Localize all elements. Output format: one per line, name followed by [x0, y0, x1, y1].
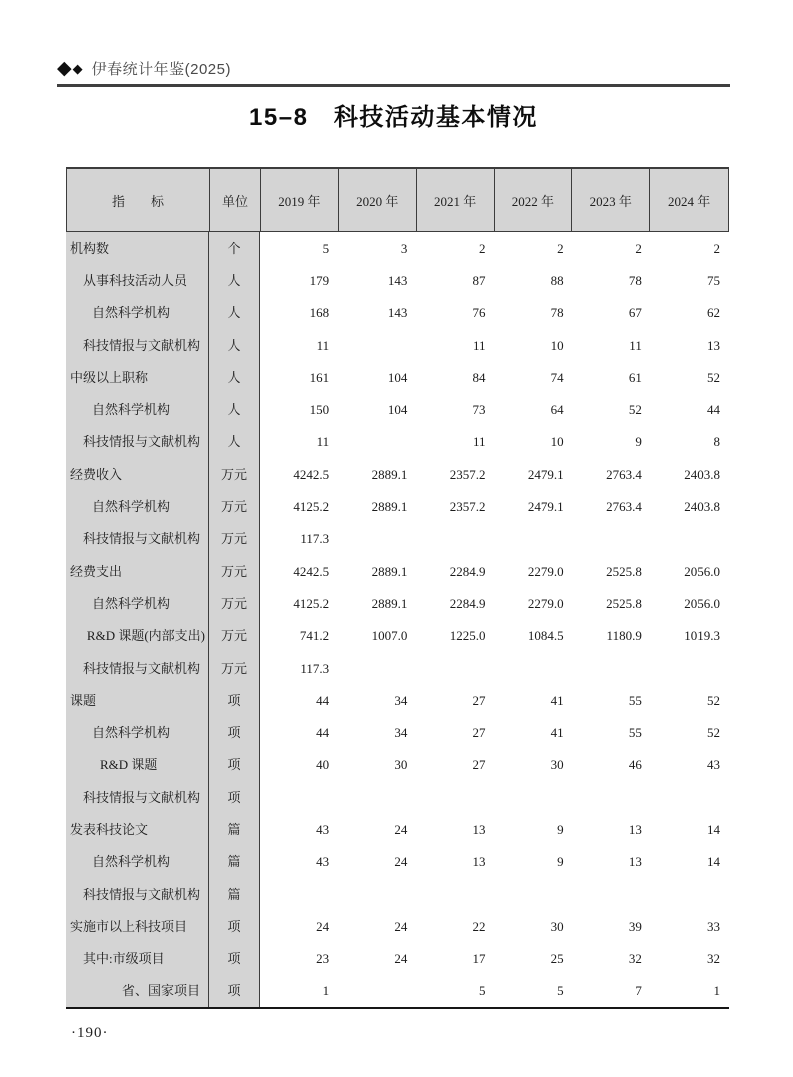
value-cell: 2525.8	[573, 587, 651, 619]
value-cell: 2525.8	[573, 555, 651, 587]
value-cell: 2	[651, 232, 729, 264]
unit-cell: 项	[209, 716, 260, 748]
indicator-cell: 经费收入	[66, 458, 209, 490]
value-cell: 75	[651, 264, 729, 296]
unit-cell: 项	[209, 749, 260, 781]
value-cell: 52	[651, 716, 729, 748]
column-header-2021: 2021 年	[417, 169, 495, 231]
table-row	[66, 458, 729, 490]
value-cell: 9	[494, 813, 572, 845]
indicator-cell: R&D 课题(内部支出)	[66, 620, 209, 652]
unit-cell: 万元	[209, 620, 260, 652]
value-cell: 30	[494, 749, 572, 781]
value-cell: 117.3	[260, 652, 338, 684]
value-cell: 143	[338, 297, 416, 329]
value-cell	[573, 878, 651, 910]
value-cell	[338, 878, 416, 910]
indicator-cell: 自然科学机构	[66, 393, 209, 425]
value-cell: 44	[651, 393, 729, 425]
indicator-cell: 经费支出	[66, 555, 209, 587]
value-cell: 34	[338, 716, 416, 748]
value-cell: 39	[573, 910, 651, 942]
value-cell: 2763.4	[573, 458, 651, 490]
unit-cell: 项	[209, 910, 260, 942]
value-cell: 5	[494, 975, 572, 1007]
unit-cell: 项	[209, 943, 260, 975]
table-row	[66, 361, 729, 393]
header-rule	[57, 84, 730, 87]
table-row	[66, 329, 729, 361]
table-row	[66, 878, 729, 910]
value-cell: 55	[573, 684, 651, 716]
value-cell: 87	[416, 264, 494, 296]
table-row	[66, 652, 729, 684]
unit-cell: 人	[209, 297, 260, 329]
value-cell: 4242.5	[260, 555, 338, 587]
unit-cell: 万元	[209, 523, 260, 555]
value-cell: 2403.8	[651, 458, 729, 490]
unit-cell: 人	[209, 329, 260, 361]
table-row	[66, 781, 729, 813]
table-row	[66, 716, 729, 748]
value-cell: 117.3	[260, 523, 338, 555]
value-cell	[416, 523, 494, 555]
value-cell	[338, 975, 416, 1007]
table-row	[66, 393, 729, 425]
indicator-cell: 自然科学机构	[66, 297, 209, 329]
value-cell: 24	[338, 846, 416, 878]
value-cell: 61	[573, 361, 651, 393]
table-row	[66, 813, 729, 845]
indicator-cell: 省、国家项目	[66, 975, 209, 1007]
unit-cell: 个	[209, 232, 260, 264]
value-cell	[338, 652, 416, 684]
table-row	[66, 426, 729, 458]
table-row	[66, 684, 729, 716]
value-cell: 7	[573, 975, 651, 1007]
value-cell: 41	[494, 716, 572, 748]
value-cell: 43	[260, 813, 338, 845]
unit-cell: 人	[209, 393, 260, 425]
indicator-cell: 自然科学机构	[66, 716, 209, 748]
value-cell: 78	[573, 264, 651, 296]
value-cell: 14	[651, 813, 729, 845]
value-cell: 2889.1	[338, 555, 416, 587]
value-cell: 52	[651, 361, 729, 393]
value-cell: 2056.0	[651, 587, 729, 619]
value-cell: 23	[260, 943, 338, 975]
unit-cell: 篇	[209, 846, 260, 878]
indicator-cell: 自然科学机构	[66, 490, 209, 522]
value-cell: 161	[260, 361, 338, 393]
value-cell: 88	[494, 264, 572, 296]
value-cell: 13	[573, 813, 651, 845]
value-cell	[494, 878, 572, 910]
value-cell: 9	[573, 426, 651, 458]
value-cell: 8	[651, 426, 729, 458]
page-number: ·190·	[71, 1025, 109, 1041]
value-cell: 27	[416, 716, 494, 748]
value-cell: 2403.8	[651, 490, 729, 522]
value-cell: 4125.2	[260, 587, 338, 619]
value-cell: 64	[494, 393, 572, 425]
unit-cell: 项	[209, 781, 260, 813]
value-cell: 13	[573, 846, 651, 878]
value-cell: 52	[651, 684, 729, 716]
value-cell	[651, 523, 729, 555]
unit-cell: 万元	[209, 587, 260, 619]
yearbook-title-text: 伊春统计年鉴(2025)	[91, 61, 231, 78]
unit-cell: 万元	[209, 490, 260, 522]
value-cell: 2279.0	[494, 587, 572, 619]
value-cell: 44	[260, 684, 338, 716]
value-cell	[651, 781, 729, 813]
indicator-cell: 科技情报与文献机构	[66, 652, 209, 684]
value-cell: 1084.5	[494, 620, 572, 652]
value-cell: 40	[260, 749, 338, 781]
indicator-cell: 科技情报与文献机构	[66, 426, 209, 458]
value-cell: 2279.0	[494, 555, 572, 587]
value-cell: 43	[651, 749, 729, 781]
table-row	[66, 846, 729, 878]
value-cell	[416, 652, 494, 684]
column-header-2024: 2024 年	[667, 193, 711, 209]
value-cell: 4125.2	[260, 490, 338, 522]
indicator-cell: 自然科学机构	[66, 587, 209, 619]
indicator-cell: 中级以上职称	[66, 361, 209, 393]
value-cell: 2	[573, 232, 651, 264]
value-cell	[573, 781, 651, 813]
diamond-small-icon: ◆	[72, 61, 83, 76]
indicator-cell: 其中:市级项目	[66, 943, 209, 975]
value-cell: 13	[416, 813, 494, 845]
value-cell: 1007.0	[338, 620, 416, 652]
value-cell	[494, 781, 572, 813]
value-cell	[573, 652, 651, 684]
value-cell: 78	[494, 297, 572, 329]
value-cell: 33	[651, 910, 729, 942]
value-cell: 62	[651, 297, 729, 329]
indicator-cell: 科技情报与文献机构	[66, 878, 209, 910]
unit-cell: 人	[209, 361, 260, 393]
indicator-cell: 发表科技论文	[66, 813, 209, 845]
value-cell: 10	[494, 329, 572, 361]
diamond-large-icon: ◆	[57, 58, 72, 79]
value-cell: 67	[573, 297, 651, 329]
value-cell: 2763.4	[573, 490, 651, 522]
value-cell: 5	[416, 975, 494, 1007]
unit-cell: 项	[209, 684, 260, 716]
value-cell: 13	[651, 329, 729, 361]
indicator-cell: 从事科技活动人员	[66, 264, 209, 296]
unit-cell: 万元	[209, 652, 260, 684]
value-cell	[416, 781, 494, 813]
value-cell: 43	[260, 846, 338, 878]
table-row	[66, 264, 729, 296]
unit-cell: 人	[209, 426, 260, 458]
value-cell: 11	[416, 329, 494, 361]
value-cell: 2056.0	[651, 555, 729, 587]
table-row	[66, 523, 729, 555]
indicator-cell: 实施市以上科技项目	[66, 910, 209, 942]
table-header-row	[66, 167, 729, 232]
value-cell	[416, 878, 494, 910]
value-cell: 104	[338, 361, 416, 393]
value-cell: 24	[338, 813, 416, 845]
value-cell: 3	[338, 232, 416, 264]
value-cell: 52	[573, 393, 651, 425]
value-cell	[494, 523, 572, 555]
value-cell: 2357.2	[416, 458, 494, 490]
value-cell: 24	[338, 910, 416, 942]
value-cell: 150	[260, 393, 338, 425]
column-header-2023: 2023 年	[572, 169, 650, 231]
value-cell	[338, 523, 416, 555]
table-row	[66, 490, 729, 522]
value-cell: 34	[338, 684, 416, 716]
value-cell: 24	[260, 910, 338, 942]
value-cell: 55	[573, 716, 651, 748]
value-cell: 84	[416, 361, 494, 393]
value-cell: 32	[573, 943, 651, 975]
value-cell: 9	[494, 846, 572, 878]
value-cell: 104	[338, 393, 416, 425]
value-cell	[338, 329, 416, 361]
column-header-2020: 2020 年	[339, 169, 417, 231]
value-cell: 74	[494, 361, 572, 393]
value-cell: 46	[573, 749, 651, 781]
value-cell: 2	[494, 232, 572, 264]
value-cell: 44	[260, 716, 338, 748]
table-row	[66, 587, 729, 619]
value-cell: 27	[416, 749, 494, 781]
value-cell: 4242.5	[260, 458, 338, 490]
indicator-cell: 课题	[66, 684, 209, 716]
indicator-cell: 科技情报与文献机构	[66, 329, 209, 361]
value-cell: 73	[416, 393, 494, 425]
value-cell: 1225.0	[416, 620, 494, 652]
value-cell	[651, 652, 729, 684]
value-cell: 22	[416, 910, 494, 942]
value-cell: 1	[260, 975, 338, 1007]
indicator-cell: R&D 课题	[66, 749, 209, 781]
value-cell	[494, 652, 572, 684]
value-cell: 741.2	[260, 620, 338, 652]
value-cell: 2889.1	[338, 587, 416, 619]
value-cell: 2	[416, 232, 494, 264]
table-row	[66, 297, 729, 329]
column-header-unit: 单位	[210, 169, 261, 231]
unit-cell: 篇	[209, 813, 260, 845]
table-row	[66, 555, 729, 587]
value-cell	[338, 781, 416, 813]
statistics-table	[66, 167, 729, 1009]
unit-cell: 人	[209, 264, 260, 296]
indicator-cell: 科技情报与文献机构	[66, 781, 209, 813]
table-row	[66, 749, 729, 781]
value-cell	[573, 523, 651, 555]
value-cell: 41	[494, 684, 572, 716]
value-cell: 1019.3	[651, 620, 729, 652]
value-cell: 1180.9	[573, 620, 651, 652]
value-cell: 1	[651, 975, 729, 1007]
indicator-cell: 科技情报与文献机构	[66, 523, 209, 555]
value-cell: 32	[651, 943, 729, 975]
value-cell: 143	[338, 264, 416, 296]
value-cell: 5	[260, 232, 338, 264]
unit-cell: 项	[209, 975, 260, 1007]
value-cell: 30	[338, 749, 416, 781]
value-cell	[338, 426, 416, 458]
value-cell: 24	[338, 943, 416, 975]
value-cell: 17	[416, 943, 494, 975]
value-cell: 2889.1	[338, 458, 416, 490]
table-row	[66, 232, 729, 264]
table-title: 15–8 科技活动基本情况	[249, 104, 538, 131]
value-cell: 2284.9	[416, 587, 494, 619]
value-cell: 11	[416, 426, 494, 458]
column-header-2022: 2022 年	[495, 169, 573, 231]
indicator-cell: 机构数	[66, 232, 209, 264]
value-cell: 14	[651, 846, 729, 878]
value-cell	[260, 781, 338, 813]
value-cell: 2889.1	[338, 490, 416, 522]
value-cell: 179	[260, 264, 338, 296]
value-cell: 168	[260, 297, 338, 329]
table-row	[66, 943, 729, 975]
value-cell: 10	[494, 426, 572, 458]
running-head	[57, 58, 231, 79]
value-cell: 76	[416, 297, 494, 329]
indicator-cell: 自然科学机构	[66, 846, 209, 878]
column-header-2019: 2019 年	[261, 169, 339, 231]
value-cell: 2284.9	[416, 555, 494, 587]
value-cell	[260, 878, 338, 910]
value-cell: 11	[260, 329, 338, 361]
value-cell: 11	[260, 426, 338, 458]
unit-cell: 万元	[209, 458, 260, 490]
table-body	[66, 232, 729, 1009]
value-cell: 27	[416, 684, 494, 716]
table-row	[66, 620, 729, 652]
column-header-indicator: 指 标	[67, 169, 210, 231]
unit-cell: 篇	[209, 878, 260, 910]
value-cell	[651, 878, 729, 910]
value-cell: 11	[573, 329, 651, 361]
table-row	[66, 910, 729, 942]
value-cell: 2479.1	[494, 458, 572, 490]
value-cell: 13	[416, 846, 494, 878]
value-cell: 2479.1	[494, 490, 572, 522]
value-cell: 30	[494, 910, 572, 942]
table-row	[66, 975, 729, 1007]
value-cell: 2357.2	[416, 490, 494, 522]
unit-cell: 万元	[209, 555, 260, 587]
value-cell: 25	[494, 943, 572, 975]
